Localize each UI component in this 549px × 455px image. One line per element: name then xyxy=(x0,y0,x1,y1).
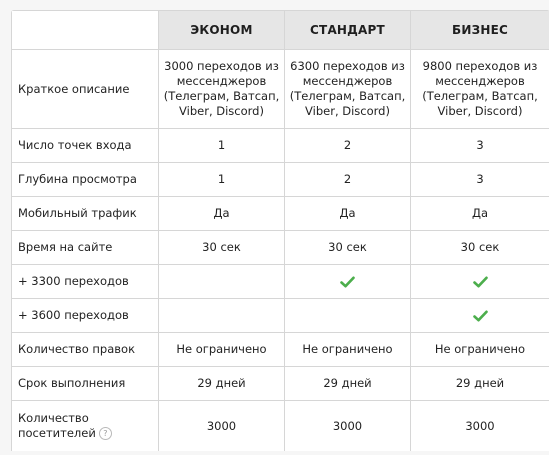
time-on-site-econom: 30 сек xyxy=(159,231,285,265)
row-label: Краткое описание xyxy=(12,50,159,129)
view-depth-standard: 2 xyxy=(285,163,411,197)
entry-points-business: 3 xyxy=(411,129,549,163)
pricing-comparison-table xyxy=(11,10,549,451)
checkmark-icon xyxy=(473,310,488,322)
row-label: Глубина просмотра xyxy=(12,163,159,197)
table-row-entry-points xyxy=(12,129,549,163)
row-label: Количество посетителей xyxy=(18,411,96,440)
checkmark-icon xyxy=(340,276,355,288)
table-row-deadline xyxy=(12,367,549,401)
row-label-with-help xyxy=(12,401,159,451)
table-row-visitors xyxy=(12,401,549,451)
revisions-standard: Не ограничено xyxy=(285,333,411,367)
table-row-mobile-traffic xyxy=(12,197,549,231)
visitors-standard: 3000 xyxy=(285,401,411,451)
extra-3600-business xyxy=(411,299,549,333)
plan-header-row xyxy=(12,11,549,50)
deadline-econom: 29 дней xyxy=(159,367,285,401)
row-label: Количество правок xyxy=(12,333,159,367)
table-row-extra-3600 xyxy=(12,299,549,333)
table-row-description xyxy=(12,50,549,129)
pricing-table-container xyxy=(11,10,549,455)
deadline-standard: 29 дней xyxy=(285,367,411,401)
extra-3600-standard xyxy=(285,299,411,333)
deadline-business: 29 дней xyxy=(411,367,549,401)
extra-3300-standard xyxy=(285,265,411,299)
row-label: Число точек входа xyxy=(12,129,159,163)
revisions-business: Не ограничено xyxy=(411,333,549,367)
row-label: Срок выполнения xyxy=(12,367,159,401)
row-label: + 3300 переходов xyxy=(12,265,159,299)
view-depth-econom: 1 xyxy=(159,163,285,197)
extra-3600-econom xyxy=(159,299,285,333)
mobile-traffic-standard: Да xyxy=(285,197,411,231)
table-row-time-on-site xyxy=(12,231,549,265)
description-econom: 3000 переходов из мессенджеров (Телеграм, Ватсап, Viber, Discord) xyxy=(159,50,285,129)
row-label: + 3600 переходов xyxy=(12,299,159,333)
entry-points-standard: 2 xyxy=(285,129,411,163)
time-on-site-business: 30 сек xyxy=(411,231,549,265)
table-row-revisions xyxy=(12,333,549,367)
visitors-econom: 3000 xyxy=(159,401,285,451)
view-depth-business: 3 xyxy=(411,163,549,197)
mobile-traffic-business: Да xyxy=(411,197,549,231)
table-row-extra-3300 xyxy=(12,265,549,299)
checkmark-icon xyxy=(473,276,488,288)
plan-header-standard: СТАНДАРТ xyxy=(285,11,411,50)
row-label: Время на сайте xyxy=(12,231,159,265)
table-row-view-depth xyxy=(12,163,549,197)
header-corner-cell xyxy=(12,11,159,50)
question-circle-icon[interactable]: ? xyxy=(99,427,112,440)
plan-header-business: БИЗНЕС xyxy=(411,11,549,50)
visitors-business: 3000 xyxy=(411,401,549,451)
entry-points-econom: 1 xyxy=(159,129,285,163)
description-standard: 6300 переходов из мессенджеров (Телеграм, Ватсап, Viber, Discord) xyxy=(285,50,411,129)
extra-3300-econom xyxy=(159,265,285,299)
plan-header-econom: ЭКОНОМ xyxy=(159,11,285,50)
time-on-site-standard: 30 сек xyxy=(285,231,411,265)
row-label: Мобильный трафик xyxy=(12,197,159,231)
mobile-traffic-econom: Да xyxy=(159,197,285,231)
revisions-econom: Не ограничено xyxy=(159,333,285,367)
description-business: 9800 переходов из мессенджеров (Телеграм, Ватсап, Viber, Discord) xyxy=(411,50,549,129)
extra-3300-business xyxy=(411,265,549,299)
